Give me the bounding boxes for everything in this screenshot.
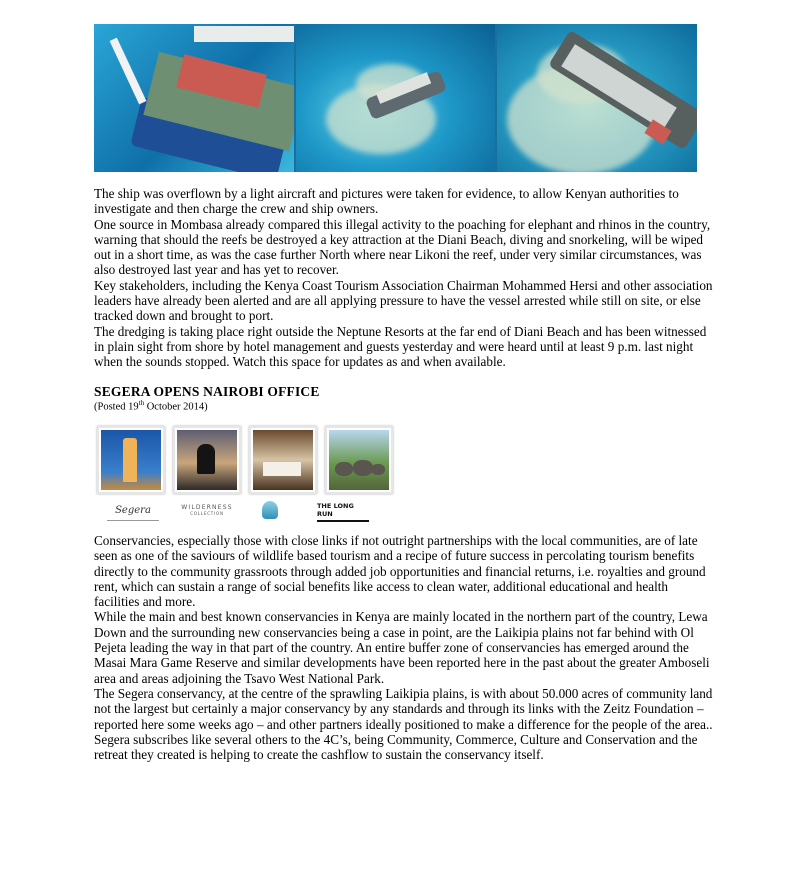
zeitz-foundation-logo (253, 500, 287, 520)
paragraph: The ship was overflown by a light aircraft and pictures were taken for evidence, to allow Kenyan authorities to investigate and then charge the crew and ship owners. (94, 186, 679, 217)
ship-silt-plume-photo (296, 24, 496, 172)
ship-closeup-photo (94, 24, 294, 172)
suite-interior-photo (249, 426, 317, 494)
tower-photo (97, 426, 165, 494)
segera-logo: Segera (107, 500, 159, 521)
elephants-photo (325, 426, 393, 494)
paragraph: Conservancies, especially those with close links if not outright partnerships with the local communities, are of late seen as one of the saviours of wildlife based tourism and a recipe of future success in percolating tourism benefits directly to the community grassroots through added job opportunities and financial returns, i.e. royalties and ground rent, which can sustain a range of social benefits like access to clean water, additional educational and health facilities and more. (94, 533, 706, 610)
paragraph: While the main and best known conservancies in Kenya are mainly located in the northern part of the country, Lewa Down and the surrounding new conservancies being a case in point, are the Laikipia plains not far behind with Ol Pejeta leading the way in that part of the country. An entire buffer zone of conservancies has emerged around the Masai Mara Game Reserve and similar developments have been reported here in the past about the greater Amboseli area and areas adjoining the Tsavo West National Park. (94, 609, 710, 686)
ship-article-body (94, 186, 714, 370)
zeitz-emblem-icon (262, 501, 278, 519)
wilderness-logo: WILDERNESS COLLECTION (181, 504, 233, 516)
paragraph: Key stakeholders, including the Kenya Coast Tourism Association Chairman Mohammed Hersi and other association leaders have already been alerted and are all applying pressure to have the vessel arrested while still on site, or else tracked down and brought to port. (94, 277, 713, 324)
posted-date: (Posted 19th October 2014) (94, 399, 208, 413)
segera-article-body (94, 533, 714, 762)
paragraph: One source in Mombasa already compared this illegal activity to the poaching for elephant and rhinos in the country, warning that should the reefs be destroyed a key attraction at the Diani Beach, diving and snorkeling, will be wiped out in a short time, as was the case further North where near Likoni the reef, under very similar circumstances, was also destroyed last year and has yet to recover. (94, 216, 711, 278)
dredging-ship-photos (94, 24, 697, 172)
silhouette-sculpture-photo (173, 426, 241, 494)
section-heading: SEGERA OPENS NAIROBI OFFICE (94, 384, 320, 399)
partner-logos (97, 500, 387, 522)
ship-dredging-overhead-photo (497, 24, 697, 172)
paragraph: The dredging is taking place right outside the Neptune Resorts at the far end of Diani Beach and has been witnessed in plain sight from shore by hotel management and guests yesterday and were heard until at least 9 p.m. last night when the sounds stopped. Watch this space for updates as and when available. (94, 323, 707, 370)
paragraph: Segera subscribes like several others to the 4C’s, being Community, Commerce, Culture and Conservation and the retreat they created is helping to create the cashflow to sustain the conservancy itself. (94, 731, 698, 763)
long-run-logo: THE LONG RUN (317, 500, 369, 522)
segera-photo-row (97, 426, 393, 494)
paragraph: The Segera conservancy, at the centre of the sprawling Laikipia plains, is with about 50.000 acres of community land not the largest but certainly a major conservancy by any standards and through its links with the Zeitz Foundation – reported here some weeks ago – and other partners ideally positioned to make a difference for the people of the area.. (94, 685, 713, 732)
